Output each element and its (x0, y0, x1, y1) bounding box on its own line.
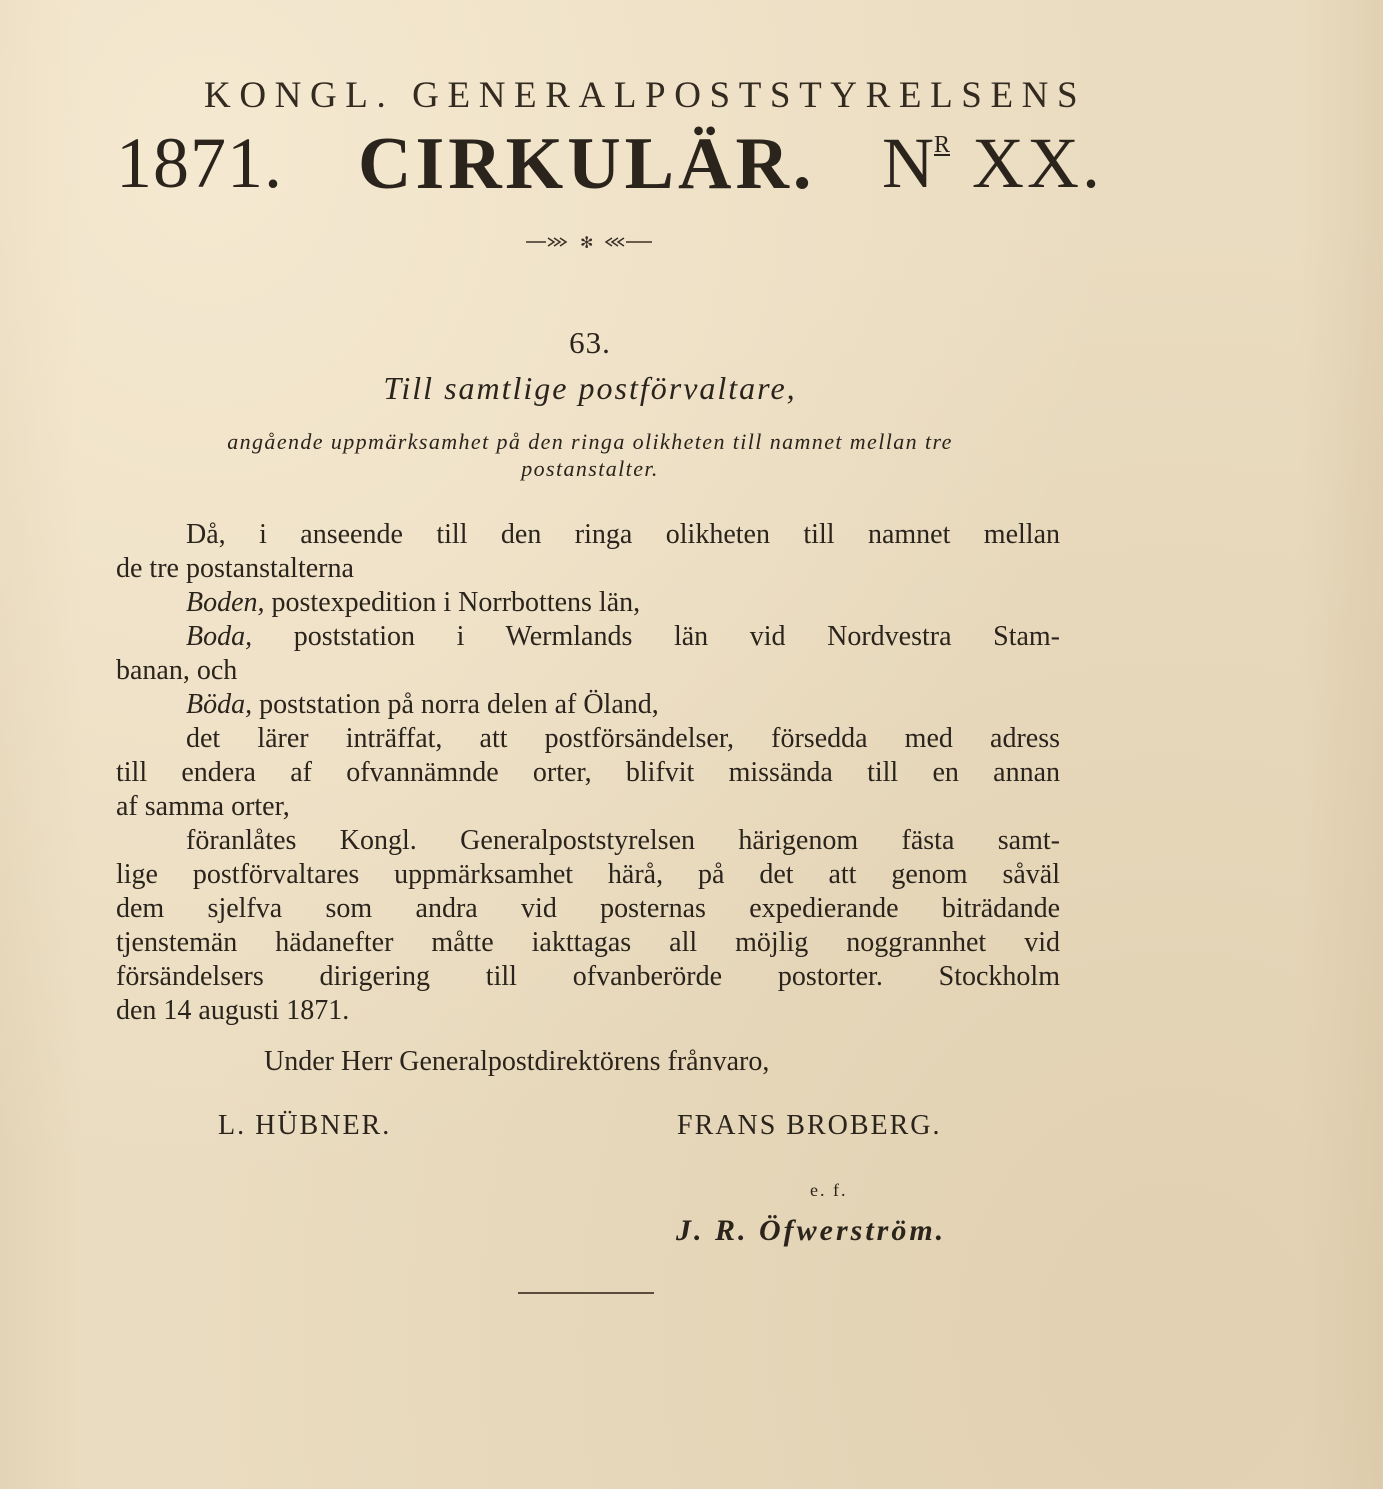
subject-line: angående uppmärksamhet på den ringa olikheten till namnet mellan tre postanstalter. (227, 429, 953, 481)
body-line: försändelsers dirigering till ofvanberörde postorter. Stockholm (116, 961, 1060, 992)
place-description: postexpedition i Norrbottens län, (271, 587, 641, 618)
issuer-heading: KONGL. GENERALPOSTSTYRELSENS (204, 75, 1087, 116)
place-item (116, 688, 1060, 722)
place-description: poststation i Wermlands län vid Nordvestra Stam- (293, 621, 1061, 652)
number-prefix: N (882, 123, 934, 203)
absence-note: Under Herr Generalpostdirektörens frånvaro, (264, 1046, 770, 1077)
number-suffix: R (934, 132, 951, 158)
body-line: banan, och (116, 655, 238, 686)
year: 1871. (116, 123, 283, 203)
ef-abbreviation: e. f. (810, 1180, 848, 1200)
bottom-rule (518, 1292, 654, 1294)
body-line: dem sjelfva som andra vid posternas expedierande biträdande (116, 893, 1060, 924)
body-line: den 14 augusti 1871. (116, 995, 350, 1026)
circular-roman-number: XX. (972, 123, 1103, 203)
body-line: lige postförvaltares uppmärksamhet härå, på det att genom såväl (116, 859, 1060, 890)
body-line: föranlåtes Kongl. Generalpoststyrelsen härigenom fästa samt- (186, 825, 1060, 856)
body-text (116, 518, 1060, 1028)
body-line: Då, i anseende till den ringa olikheten till namnet mellan (186, 519, 1060, 550)
countersignature: J. R. Öfwerström. (676, 1214, 947, 1247)
ornament-icon (524, 226, 654, 256)
place-name: Böda, (186, 689, 253, 720)
document-title: CIRKULÄR. (358, 123, 816, 205)
signature-left: L. HÜBNER. (218, 1110, 392, 1141)
body-line: det lärer inträffat, att postförsändelser, försedda med adress (186, 723, 1060, 754)
ornament-divider (524, 226, 654, 256)
body-line: de tre postanstalterna (116, 553, 354, 584)
signature-right: FRANS BROBERG. (677, 1110, 942, 1141)
svg-text:✻: ✻ (580, 233, 594, 252)
circular-number: 63. (569, 325, 611, 360)
place-description: poststation på norra delen af Öland, (259, 689, 659, 720)
body-line: tjenstemän hädanefter måtte iakttagas all möjlig noggrannhet vid (116, 927, 1060, 958)
number-label (882, 122, 950, 205)
addressee: Till samtlige postförvaltare, (383, 370, 797, 406)
place-name: Boda, (186, 621, 253, 652)
body-line: till endera af ofvannämnde orter, blifvit missända till en annan (116, 757, 1060, 788)
body-line: af samma orter, (116, 791, 290, 822)
place-item (116, 620, 1060, 654)
title-row (112, 122, 1103, 205)
place-item (116, 586, 1060, 620)
place-name: Boden, (186, 587, 265, 618)
